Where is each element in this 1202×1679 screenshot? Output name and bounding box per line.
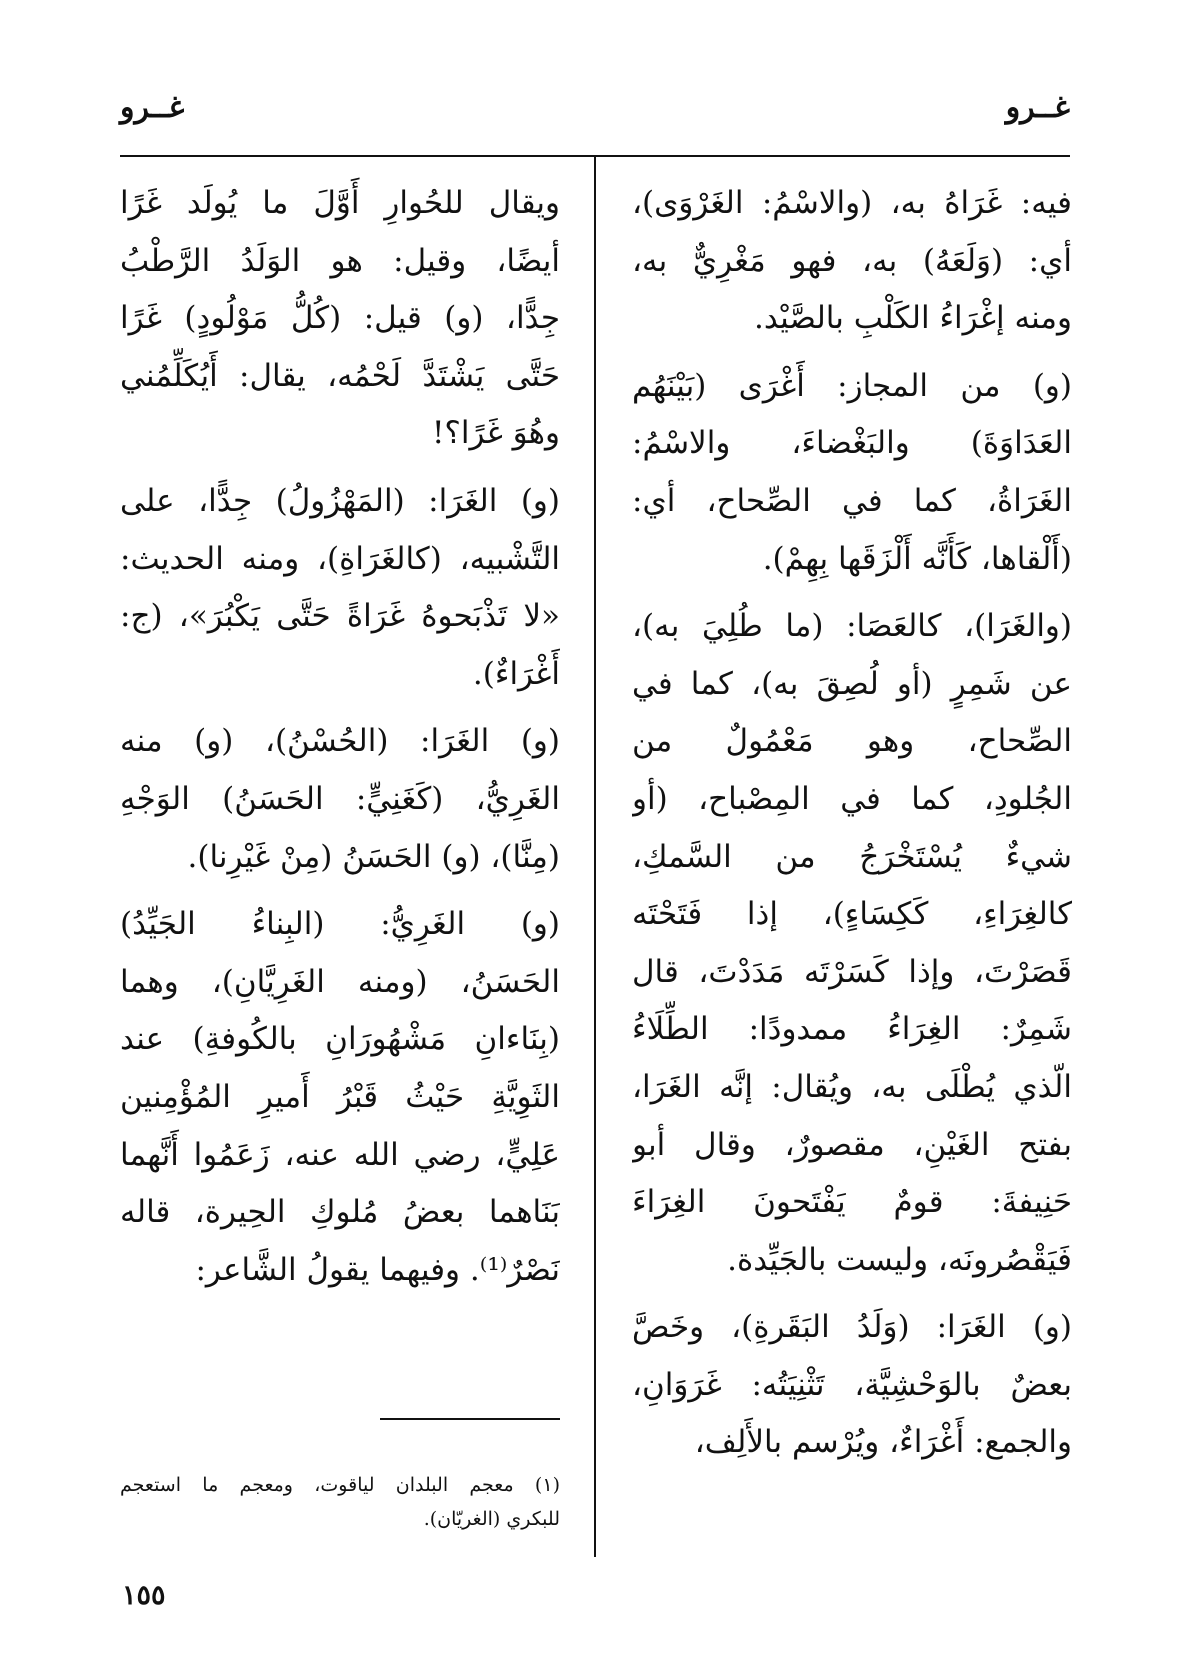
left-column-line: ويقال للحُوارِ أَوَّلَ ما يُولَد غَرًا <box>120 185 560 221</box>
header-root-word-right: غــرو <box>1005 90 1070 125</box>
right-column-line: قَصَرْتَ، وإذا كَسَرْتَه مَدَدْتَ، قال <box>632 953 1072 990</box>
paragraph-gap <box>120 463 560 473</box>
paragraph-gap <box>632 1289 1072 1299</box>
footnote-line: (١) معجم البلدان لياقوت، ومعجم ما استعجم <box>120 1474 560 1496</box>
right-column-line: أي: (وَلَعَهُ) به، فهو مَغْرِيٌّ به، <box>632 242 1072 279</box>
paragraph-gap <box>632 588 1072 598</box>
right-column-line: فيه: غَرَاهُ به، (والاسْمُ: الغَرْوَى)، <box>632 185 1072 221</box>
right-column-line: الّذي يُطْلَى به، ويُقال: إنَّه الغَرَا، <box>632 1068 1072 1105</box>
right-column-line: بعضٌ بالوَحْشِيَّة، تَثْنِيَتُه: غَرَوَانِ، <box>632 1366 1072 1403</box>
footnote-line: للبكري (الغريّان). <box>423 1508 560 1530</box>
left-column-line: عَلِيٍّ، رضي الله عنه، زَعَمُوا أَنَّهما <box>120 1136 560 1173</box>
right-column-line: (والغَرَا)، كالعَصَا: (ما طُلِيَ به)، <box>632 608 1072 645</box>
paragraph-gap <box>120 703 560 713</box>
left-column-line: (و) الغَرَا: (الحُسْنُ)، (و) منه <box>120 723 560 760</box>
left-column-line: التَّشْبيه، (كالغَرَاةِ)، ومنه الحديث: <box>120 540 560 577</box>
left-column-line: أَغْرَاءٌ). <box>472 655 560 692</box>
column-divider <box>594 157 596 1557</box>
right-column <box>632 175 1072 1472</box>
left-column-line: الحَسَنُ، (ومنه الغَرِيَّانِ)، وهما <box>120 963 560 1000</box>
right-column-line: ومنه إغْرَاءُ الكَلْبِ بالصَّيْد. <box>754 300 1072 337</box>
right-column-line: الجُلودِ، كما في المِصْباح، (أو <box>632 780 1072 817</box>
page-number: ١٥٥ <box>122 1580 166 1611</box>
left-column-line: (و) الغَرِيُّ: (البِناءُ الجَيِّدُ) <box>120 906 560 943</box>
left-column-line: وهُوَ غَرًا؟! <box>431 415 560 452</box>
left-column-line: (بِنَاءانِ مَشْهُورَانِ بالكُوفةِ) عند <box>120 1021 560 1058</box>
left-column-line: نَصْرٌ⁽¹⁾. وفيهما يقولُ الشَّاعر: <box>195 1251 560 1288</box>
left-column-line: «لا تَذْبَحوهُ غَرَاةً حَتَّى يَكْبُرَ»، (ج: <box>120 598 560 635</box>
page-header <box>120 90 1070 150</box>
right-column-line: (أَلْقاها، كَأَنَّه أَلْزَقَها بِهِمْ). <box>762 540 1072 577</box>
paragraph-gap <box>120 886 560 896</box>
left-column-line: الغَرِيُّ، (كَغَنِيٍّ: الحَسَنُ) الوَجْهِ <box>120 780 560 817</box>
right-column-line: بفتح الغَيْنِ، مقصورٌ، وقال أبو <box>632 1126 1072 1163</box>
left-column-line: (مِنَّا)، (و) الحَسَنُ (مِنْ غَيْرِنا). <box>187 838 560 875</box>
left-column-line: جِدًّا، (و) قيل: (كُلُّ مَوْلُودٍ) غَرًا <box>120 300 560 337</box>
right-column-line: شيءٌ يُسْتَخْرَجُ من السَّمكِ، <box>632 838 1072 875</box>
right-column-line: والجمع: أَغْرَاءٌ، ويُرْسم بالأَلِف، <box>694 1424 1072 1461</box>
footnote <box>120 1468 560 1536</box>
left-column-line: حَتَّى يَشْتَدَّ لَحْمُه، يقال: أَيُكَلِّمُني <box>120 357 560 394</box>
left-column-line: (و) الغَرَا: (المَهْزُولُ) جِدًّا، على <box>120 482 560 519</box>
right-column-line: كالغِرَاءِ، كَكِسَاءٍ)، إذا فَتَحْتَه <box>632 896 1072 933</box>
right-column-line: (و) من المجاز: أَغْرَى (بَيْنَهُم <box>632 367 1072 404</box>
right-column-line: عن شَمِرٍ (أو لُصِقَ به)، كما في <box>632 665 1072 702</box>
header-root-word-left: غــرو <box>120 90 185 125</box>
left-column-line: أيضًا، وقيل: هو الوَلَدُ الرَّطْبُ <box>120 242 560 279</box>
right-column-line: العَدَاوَةَ) والبَغْضاءَ، والاسْمُ: <box>632 425 1072 462</box>
right-column-line: حَنِيفةَ: قومٌ يَفْتَحونَ الغِرَاءَ <box>632 1184 1072 1221</box>
right-column-line: الغَرَاةُ، كما في الصِّحاح، أي: <box>632 482 1072 519</box>
footnote-rule <box>380 1418 560 1420</box>
left-column-line: بَنَاهما بعضُ مُلوكِ الحِيرة، قاله <box>120 1194 560 1231</box>
paragraph-gap <box>632 348 1072 358</box>
right-column-line: (و) الغَرَا: (وَلَدُ البَقَرةِ)، وخَصَّ <box>632 1309 1072 1346</box>
right-column-line: الصِّحاح، وهو مَعْمُولٌ من <box>632 723 1072 760</box>
left-column <box>120 175 560 1299</box>
right-column-line: فَيَقْصُرونَه، وليست بالجَيِّدة. <box>727 1241 1072 1278</box>
right-column-line: شَمِرٌ: الغِرَاءُ ممدودًا: الطِّلَاءُ <box>632 1011 1072 1048</box>
left-column-line: الثَوِيَّةِ حَيْثُ قَبْرُ أَميرِ المُؤْمِنين <box>120 1078 560 1115</box>
